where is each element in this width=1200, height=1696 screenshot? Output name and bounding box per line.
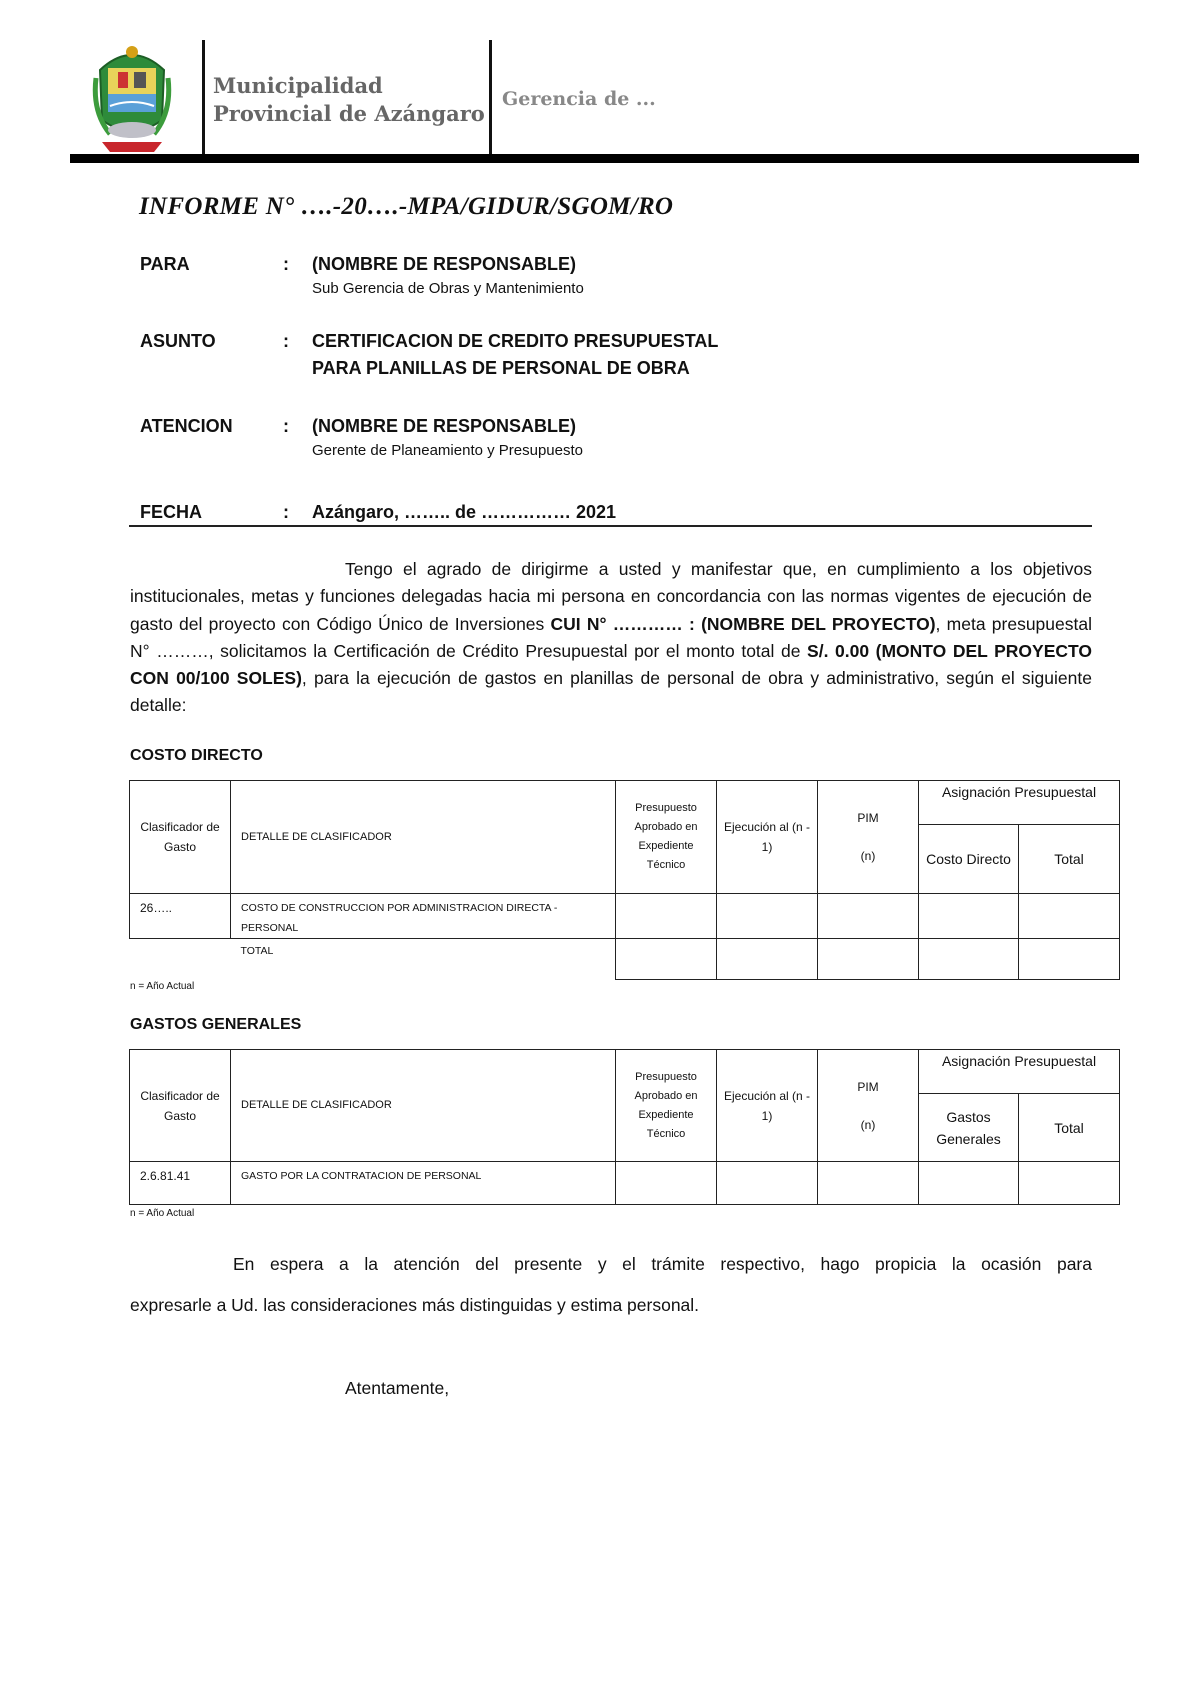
pim-label: PIM: [857, 811, 879, 825]
pim-year: (n): [860, 1117, 876, 1132]
signoff: Atentamente,: [345, 1378, 450, 1398]
total-ejecucion: [717, 939, 818, 980]
cell-presupuesto: [616, 894, 717, 939]
year-note: n = Año Actual: [130, 981, 195, 992]
table-row: [130, 894, 1120, 939]
header-ejecucion: Ejecución al (n - 1): [717, 1050, 818, 1162]
cell-gastos-generales: [919, 1162, 1019, 1205]
costo-directo-table: [129, 780, 1120, 980]
header-detalle: DETALLE DE CLASIFICADOR: [231, 781, 616, 894]
gastos-generales-title: GASTOS GENERALES: [130, 1016, 302, 1033]
total-presupuesto: [616, 939, 717, 980]
closing-line-1: En espera a la atención del presente y el trámite respectivo, hago propicia la ocasión para: [233, 1254, 1092, 1274]
para-colon: :: [283, 254, 289, 274]
gastos-generales-table: [129, 1049, 1120, 1205]
asunto-label: ASUNTO: [140, 331, 216, 351]
cell-presupuesto: [616, 1162, 717, 1205]
total-row-spacer: [130, 939, 231, 980]
fecha-label: FECHA: [140, 502, 202, 522]
cell-pim: [818, 894, 919, 939]
para-role: Sub Gerencia de Obras y Mantenimiento: [312, 280, 584, 297]
row-detail: GASTO POR LA CONTRATACION DE PERSONAL: [231, 1162, 616, 1205]
header-clasificador: Clasificador de Gasto: [130, 1050, 231, 1162]
cell-pim: [818, 1162, 919, 1205]
year-note: n = Año Actual: [130, 1208, 195, 1219]
header-presupuesto: Presupuesto Aprobado en Expediente Técnico: [616, 1050, 717, 1162]
p1-amount: S/. 0.00 (MONTO DEL PROYECTO CON 00/100 SOLES): [130, 640, 1092, 689]
header-divider-1: [202, 40, 205, 156]
closing-line-2: expresarle a Ud. las consideraciones más distinguidas y estima personal.: [130, 1295, 700, 1315]
cell-costo-directo: [919, 894, 1019, 939]
para-label: PARA: [140, 254, 190, 274]
header-total: Total: [1019, 825, 1120, 894]
row-detail: COSTO DE CONSTRUCCION POR ADMINISTRACION DIRECTA - PERSONAL: [231, 894, 616, 939]
asunto-line-1: CERTIFICACION DE CREDITO PRESUPUESTAL: [312, 331, 719, 351]
p1-text-a: Tengo el agrado de dirigirme a usted y manifestar que, en cumplimiento a los objetivos institucionales, metas y funciones delegadas hacia mi persona en concordancia con las normas vigentes de ejecución de gasto del proyecto con Código Único de Inversiones: [130, 559, 1092, 634]
asunto-line-2: PARA PLANILLAS DE PERSONAL DE OBRA: [312, 358, 690, 378]
total-label: TOTAL: [231, 939, 616, 980]
fecha-value: Azángaro, …….. de …………… 2021: [312, 502, 617, 522]
atencion-colon: :: [283, 416, 289, 436]
total-costo-directo: [919, 939, 1019, 980]
address-block-rule: [129, 525, 1092, 527]
header-rule: [70, 154, 1139, 163]
header-asignacion: Asignación Presupuestal: [919, 781, 1120, 825]
row-code: 2.6.81.41: [130, 1162, 231, 1205]
p1-cui: CUI N° ………… : (NOMBRE DEL PROYECTO): [550, 613, 936, 634]
header-pim: [818, 1050, 919, 1162]
cell-total: [1019, 1162, 1120, 1205]
row-code: 26…..: [130, 894, 231, 939]
header-clasificador: Clasificador de Gasto: [130, 781, 231, 894]
asunto-colon: :: [283, 331, 289, 351]
total-pim: [818, 939, 919, 980]
header-asignacion: Asignación Presupuestal: [919, 1050, 1120, 1094]
total-row: [130, 939, 1120, 980]
pim-label: PIM: [857, 1079, 879, 1094]
para-name: (NOMBRE DE RESPONSABLE): [312, 254, 577, 274]
pim-year: (n): [860, 849, 876, 863]
header-ejecucion: Ejecución al (n - 1): [717, 781, 818, 894]
table-row: [130, 1162, 1120, 1205]
header-detalle: DETALLE DE CLASIFICADOR: [231, 1050, 616, 1162]
p1-text-e: , para la ejecución de gastos en planillas de personal de obra y administrativo, según el siguiente detalle:: [130, 668, 1092, 716]
municipality-name: [213, 72, 485, 128]
fecha-colon: :: [283, 502, 289, 522]
cell-ejecucion: [717, 894, 818, 939]
header-divider-2: [489, 40, 492, 156]
header-total: Total: [1019, 1094, 1120, 1162]
header-pim: [818, 781, 919, 894]
header-costo-directo: Costo Directo: [919, 825, 1019, 894]
org-line-1: Municipalidad: [213, 73, 383, 98]
cell-total: [1019, 894, 1120, 939]
header-gastos-generales: Gastos Generales: [919, 1094, 1019, 1162]
atencion-name: (NOMBRE DE RESPONSABLE): [312, 416, 577, 436]
total-total: [1019, 939, 1120, 980]
org-line-2: Provincial de Azángaro: [213, 101, 485, 126]
p1-text-c: , meta presupuestal N° ………, solicitamos la Certificación de Crédito Presupuestal por el monto total de: [130, 613, 1092, 661]
cell-ejecucion: [717, 1162, 818, 1205]
report-title: INFORME N° ….-20….-MPA/GIDUR/SGOM/RO: [139, 193, 674, 220]
body-paragraph: [130, 556, 1092, 720]
header-presupuesto: Presupuesto Aprobado en Expediente Técnico: [616, 781, 717, 894]
municipal-coat-of-arms-logo: [92, 42, 172, 154]
atencion-role: Gerente de Planeamiento y Presupuesto: [312, 442, 584, 459]
atencion-label: ATENCION: [140, 416, 233, 436]
department-name: Gerencia de ...: [502, 88, 656, 110]
costo-directo-title: COSTO DIRECTO: [130, 747, 263, 764]
